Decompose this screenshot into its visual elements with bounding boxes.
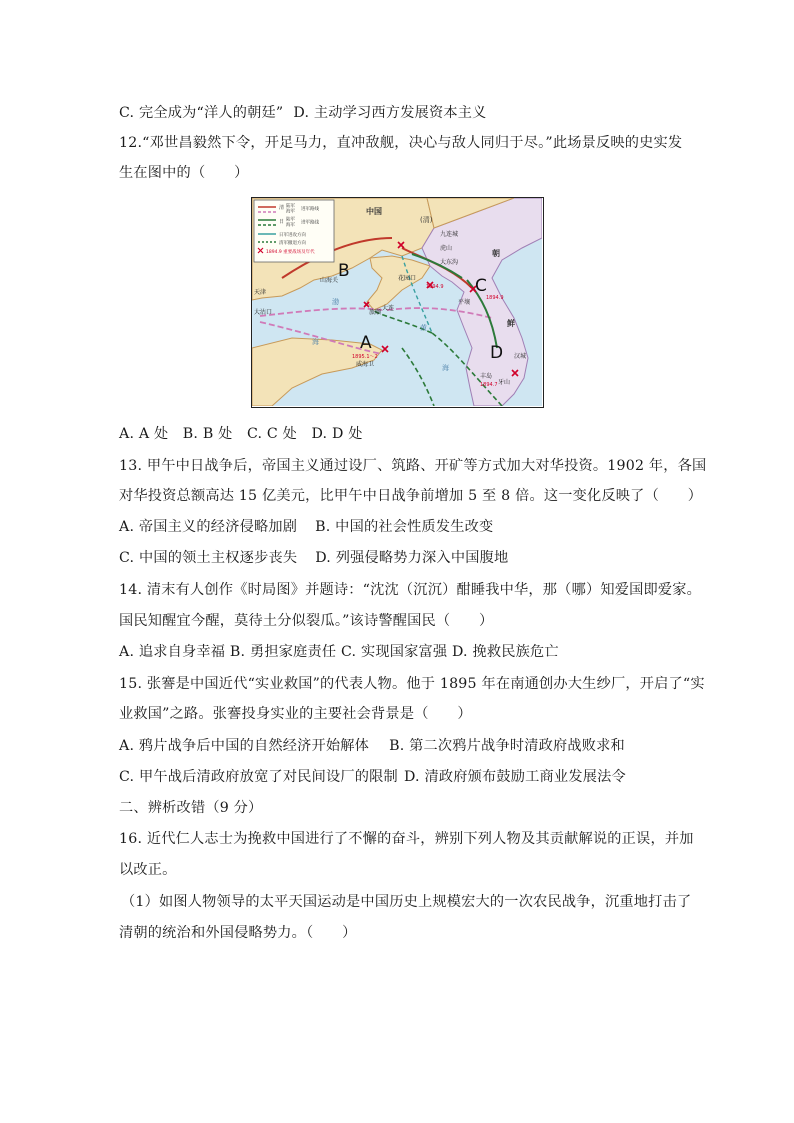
label-bo: 渤	[332, 298, 339, 306]
map-svg	[252, 198, 542, 406]
label-shanhaiguan: 山海关	[320, 277, 339, 284]
q15-stem-line1: 15. 张謇是中国近代“实业救国”的代表人物。他于 1895 年在南通创办大生纱厂，开启了“实	[119, 676, 705, 692]
label-letter-d: D	[490, 343, 504, 363]
q13-option-a: A. 帝国主义的经济侵略加剧	[119, 519, 298, 535]
label-xian: 鲜	[507, 319, 515, 328]
q15-option-a: A. 鸦片战争后中国的自然经济开始解体	[119, 738, 370, 754]
label-dagukou: 大沽口	[254, 309, 273, 316]
label-date-fengdao: 1894.7	[480, 382, 498, 388]
label-huayuankou: 花园口	[398, 275, 417, 282]
label-dalian: 大连	[382, 305, 395, 312]
label-hai-2: 海	[442, 364, 449, 372]
q15-options-ab	[119, 736, 625, 756]
q11-options-cd	[119, 103, 487, 123]
q15-options-cd	[119, 767, 626, 787]
label-hai-1: 海	[312, 338, 319, 346]
q13-option-d: D. 列强侵略势力深入中国腹地	[315, 550, 509, 566]
q13-options-ab	[119, 517, 493, 537]
legend-japan-army: 陆军	[286, 217, 295, 223]
label-letter-c: C	[475, 276, 487, 296]
label-dadonggou: 大东沟	[440, 259, 459, 266]
q13-option-c: C. 中国的领土主权逐步丧失	[119, 550, 298, 566]
map-legend	[254, 200, 334, 262]
legend-japan-navy: 海军	[286, 223, 295, 228]
label-lushun: 旅顺	[369, 309, 382, 316]
q12-stem-line2: 生在图中的（ ）	[119, 165, 249, 181]
legend-japan: 日	[279, 219, 285, 225]
legend-qing-army: 陆军	[286, 204, 295, 209]
label-tianjin: 天津	[254, 289, 267, 296]
q15-option-d: D. 清政府颁布鼓励工商业发展法令	[403, 769, 626, 785]
sino-japanese-war-map	[251, 197, 544, 408]
q13-stem-line2: 对华投资总额高达 15 亿美元，比甲午中日战争前增加 5 至 8 倍。这一变化反映了（ ）	[119, 488, 703, 504]
section-2-title: 二、辨析改错（9 分）	[119, 800, 263, 816]
q15-option-b: B. 第二次鸦片战争时清政府战败求和	[389, 738, 625, 754]
label-hancheng: 汉城	[514, 353, 527, 360]
legend-qing: 清	[279, 205, 285, 211]
legend-qing-route: 进军路线	[301, 207, 319, 212]
q16-stem-line2: 以改正。	[119, 862, 177, 878]
label-weihaiwei: 威海卫	[356, 361, 375, 368]
q16-sub1-line1: （1）如图人物领导的太平天国运动是中国历史上规模宏大的一次农民战争，沉重地打击了	[121, 894, 692, 910]
q12-options: A. A 处 B. B 处 C. C 处 D. D 处	[119, 426, 363, 442]
q14-stem-line1: 14. 清末有人创作《时局图》并题诗：“沈沈（沉沉）酣睡我中华，那（哪）知爱国即爱家。	[119, 582, 702, 598]
legend-qing-navy: 海军	[286, 209, 295, 215]
label-chao: 朝	[492, 249, 500, 258]
label-letter-a: A	[360, 333, 372, 353]
label-china: 中国	[366, 207, 382, 216]
label-pingrang: 平壤	[458, 299, 471, 306]
label-huang: 黄	[420, 324, 427, 332]
q13-option-b: B. 中国的社会性质发生改变	[315, 519, 494, 535]
legend-japan-attack: 日军进攻方向	[279, 233, 306, 238]
legend-japan-route: 进军路线	[301, 220, 319, 226]
q15-option-c: C. 甲午战后清政府放宽了对民间设厂的限制	[119, 769, 398, 785]
q15-stem-line2: 业救国”之路。张謇投身实业的主要社会背景是（ ）	[119, 706, 472, 722]
label-qing: (清)	[420, 216, 433, 224]
q14-options: A. 追求自身幸福 B. 勇担家庭责任 C. 实现国家富强 D. 挽救民族危亡	[119, 644, 559, 660]
label-niushan: 牙山	[498, 379, 511, 386]
q12-stem-line1: 12.“邓世昌毅然下令，开足马力，直冲敌舰，决心与敌人同归于尽。”此场景反映的史实发	[119, 135, 683, 151]
label-date-pingrang: 1894.9	[486, 295, 504, 301]
q11-option-d: D. 主动学习西方发展资本主义	[293, 105, 487, 121]
label-date-dadonggou: 1894.9	[426, 284, 444, 290]
q13-options-cd	[119, 548, 508, 568]
label-date-weihaiwei: 1895.1～2	[352, 354, 378, 360]
q16-stem-line1: 16. 近代仁人志士为挽救中国进行了不懈的奋斗，辨别下列人物及其贡献解说的正误，并加	[119, 831, 694, 847]
label-jiuliancheng: 九连城	[440, 231, 459, 238]
legend-battle: 1894.9 重要战场及年代	[266, 250, 315, 255]
q16-sub1-line2: 清朝的统治和外国侵略势力。（ ）	[119, 925, 357, 941]
q11-option-c: C. 完全成为“洋人的朝廷”	[119, 105, 284, 121]
label-letter-b: B	[338, 261, 350, 281]
q14-stem-line2: 国民知醒宜今醒，莫待土分似裂瓜。”该诗警醒国民（ ）	[119, 613, 494, 629]
q13-stem-line1: 13. 甲午中日战争后，帝国主义通过设厂、筑路、开矿等方式加大对华投资。1902 年，各国	[119, 458, 707, 474]
label-fengdao: 丰岛	[480, 373, 493, 380]
legend-qing-retreat: 清军撤退方向	[279, 241, 306, 246]
label-hushan: 虎山	[440, 245, 453, 252]
